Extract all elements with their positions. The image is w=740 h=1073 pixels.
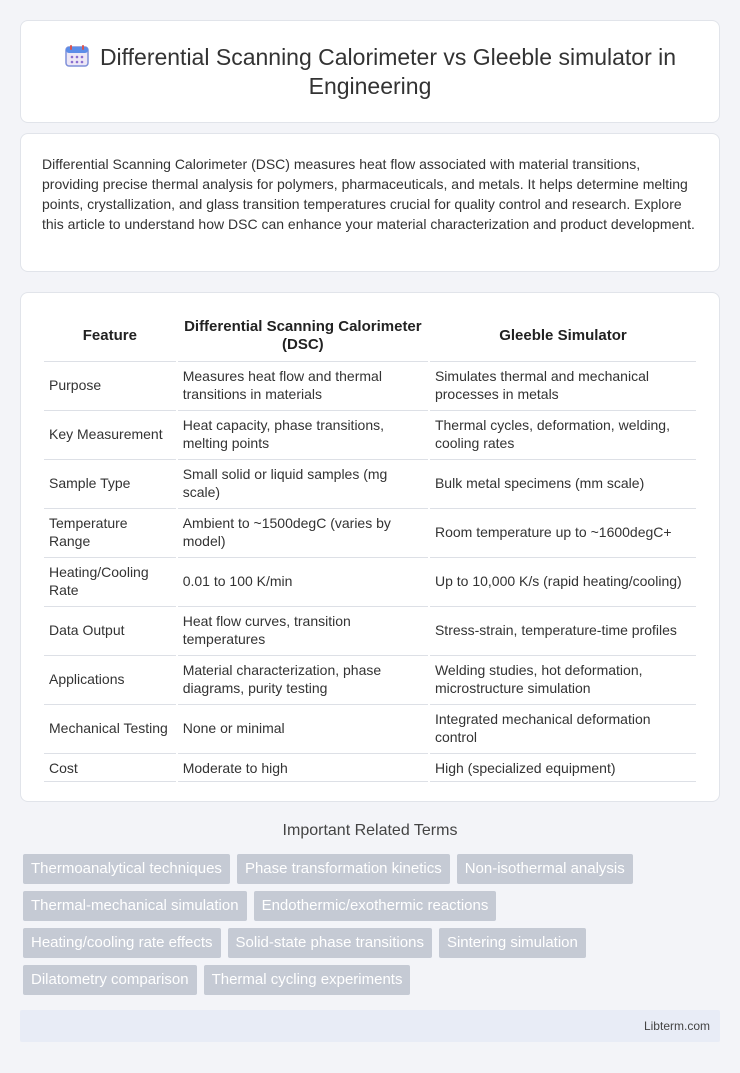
footer (20, 1010, 720, 1042)
related-term-tag[interactable]: Sintering simulation (439, 928, 586, 958)
related-term-tag[interactable]: Heating/cooling rate effects (23, 928, 221, 958)
table-cell: Applications (44, 655, 176, 702)
comparison-table (42, 311, 698, 784)
table-row (44, 557, 696, 604)
page-title-text: Differential Scanning Calorimeter vs Gleeble simulator in Engineering (99, 44, 677, 99)
related-term-tag[interactable]: Endothermic/exothermic reactions (254, 891, 497, 921)
table-cell: Key Measurement (44, 410, 176, 457)
table-cell: Temperature Range (44, 508, 176, 555)
comparison-card (20, 292, 720, 802)
footer-brand-link[interactable]: Libterm.com (643, 1019, 710, 1033)
table-cell: Room temperature up to ~1600degC+ (430, 508, 696, 555)
intro-text: Differential Scanning Calorimeter (DSC) measures heat flow associated with material transitions, providing precise thermal analysis for polymers, pharmaceuticals, and metals. It helps determine melting points, crystallization, and glass transition temperatures crucial for quality control and research. Explore this article to understand how DSC can enhance your material characterization and product development. (42, 156, 695, 232)
table-cell: Up to 10,000 K/s (rapid heating/cooling) (430, 557, 696, 604)
table-cell: 0.01 to 100 K/min (178, 557, 428, 604)
table-header-row (44, 313, 696, 359)
table-row (44, 459, 696, 506)
table-cell: High (specialized equipment) (430, 753, 696, 782)
table-cell: Material characterization, phase diagrams, purity testing (178, 655, 428, 702)
tag-row (23, 928, 723, 958)
table-cell: Moderate to high (178, 753, 428, 782)
table-cell: Data Output (44, 606, 176, 653)
related-term-tag[interactable]: Thermal cycling experiments (204, 965, 411, 995)
table-cell: Cost (44, 753, 176, 782)
table-cell: Sample Type (44, 459, 176, 506)
tag-row (23, 965, 723, 995)
related-term-tag[interactable]: Non-isothermal analysis (457, 854, 633, 884)
intro-card (20, 133, 720, 272)
table-cell: Welding studies, hot deformation, microstructure simulation (430, 655, 696, 702)
table-row (44, 655, 696, 702)
related-term-tag[interactable]: Thermal-mechanical simulation (23, 891, 247, 921)
table-cell: Heat flow curves, transition temperatures (178, 606, 428, 653)
related-terms-list (23, 854, 723, 1002)
header-gleeble: Gleeble Simulator (499, 327, 627, 344)
table-row (44, 606, 696, 653)
header-feature: Feature (82, 327, 137, 344)
table-row (44, 753, 696, 782)
tag-row (23, 891, 723, 921)
table-cell: Heat capacity, phase transitions, melting points (178, 410, 428, 457)
table-cell: Mechanical Testing (44, 704, 176, 751)
related-term-tag[interactable]: Phase transformation kinetics (237, 854, 450, 884)
table-row (44, 508, 696, 555)
header-card (20, 20, 720, 123)
table-cell: Bulk metal specimens (mm scale) (430, 459, 696, 506)
related-term-tag[interactable]: Thermoanalytical techniques (23, 854, 230, 884)
table-cell: Integrated mechanical deformation control (430, 704, 696, 751)
table-cell: Simulates thermal and mechanical processes in metals (430, 361, 696, 408)
related-terms-title: Important Related Terms (282, 822, 458, 839)
header-dsc: Differential Scanning Calorimeter (DSC) (184, 318, 422, 353)
table-cell: Ambient to ~1500degC (varies by model) (178, 508, 428, 555)
related-term-tag[interactable]: Dilatometry comparison (23, 965, 197, 995)
table-cell: Measures heat flow and thermal transitions in materials (178, 361, 428, 408)
table-row (44, 361, 696, 408)
table-cell: Stress-strain, temperature-time profiles (430, 606, 696, 653)
table-row (44, 410, 696, 457)
table-row (44, 704, 696, 751)
calendar-icon (64, 44, 90, 68)
page-title (21, 43, 719, 101)
table-cell: Thermal cycles, deformation, welding, cooling rates (430, 410, 696, 457)
table-cell: Purpose (44, 361, 176, 408)
table-cell: None or minimal (178, 704, 428, 751)
related-term-tag[interactable]: Solid-state phase transitions (228, 928, 432, 958)
table-cell: Heating/Cooling Rate (44, 557, 176, 604)
table-cell: Small solid or liquid samples (mg scale) (178, 459, 428, 506)
tag-row (23, 854, 723, 884)
